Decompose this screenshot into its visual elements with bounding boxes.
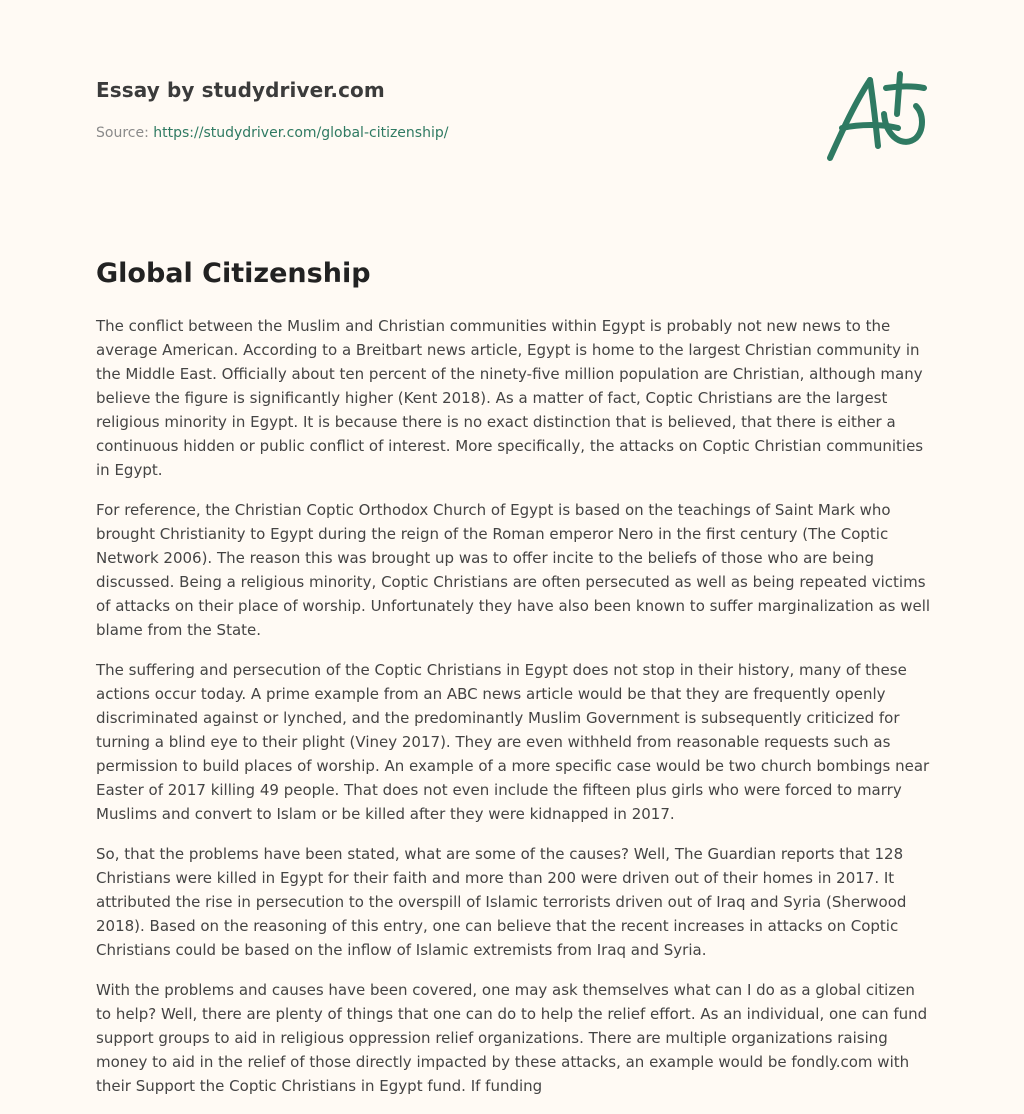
source-link[interactable]: https://studydriver.com/global-citizenship/ [153, 125, 449, 141]
essay-paragraph: The suffering and persecution of the Coptic Christians in Egypt does not stop in their history, many of these actions occur today. A prime example from an ABC news article would be that they are frequently openly discriminated against or lynched, and the predominantly Muslim Government is subsequently criticized for turning a blind eye to their plight (Viney 2017). They are even withheld from reasonable requests such as permission to build places of worship. An example of a more specific case would be two church bombings near Easter of 2017 killing 49 people. That does not even include the fifteen plus girls who were forced to marry Muslims and convert to Islam or be killed after they were kidnapped in 2017. [96, 661, 930, 823]
essay-title: Global Citizenship [96, 258, 371, 289]
document-header [96, 72, 776, 144]
site-brand: Essay by studydriver.com [96, 78, 385, 102]
a-plus-logo-icon [820, 66, 932, 166]
source-line [96, 122, 776, 144]
source-label: Source: [96, 125, 149, 141]
essay-paragraph: With the problems and causes have been covered, one may ask themselves what can I do as a global citizen to help? Well, there are plenty of things that one can do to help the relief effort. As an individual, one can fund support groups to aid in religious oppression relief organizations. There are multiple organizations raising money to aid in the relief of those directly impacted by these attacks, an example would be fondly.com with their Support the Coptic Christians in Egypt fund. If funding [96, 981, 928, 1095]
essay-paragraph: So, that the problems have been stated, what are some of the causes? Well, The Guardian reports that 128 Christians were killed in Egypt for their faith and more than 200 were driven out of their homes in 2017. It attributed the rise in persecution to the overspill of Islamic terrorists driven out of Iraq and Syria (Sherwood 2018). Based on the reasoning of this entry, one can believe that the recent increases in attacks on Coptic Christians could be based on the inflow of Islamic extremists from Iraq and Syria. [96, 845, 907, 959]
essay-paragraph: The conflict between the Muslim and Christian communities within Egypt is probably not new news to the average American. According to a Breitbart news article, Egypt is home to the largest Christian community in the Middle East. Officially about ten percent of the ninety-five million population are Christian, although many believe the figure is significantly higher (Kent 2018). As a matter of fact, Coptic Christians are the largest religious minority in Egypt. It is because there is no exact distinction that is believed, that there is either a continuous hidden or public conflict of interest. More specifically, the attacks on Coptic Christian communities in Egypt. [96, 317, 924, 479]
essay-paragraph: For reference, the Christian Coptic Orthodox Church of Egypt is based on the teachings of Saint Mark who brought Christianity to Egypt during the reign of the Roman emperor Nero in the first century (The Coptic Network 2006). The reason this was brought up was to offer incite to the beliefs of those who are being discussed. Being a religious minority, Coptic Christians are often persecuted as well as being repeated victims of attacks on their place of worship. Unfortunately they have also been known to suffer marginalization as well blame from the State. [96, 501, 931, 639]
essay-body [96, 314, 932, 1114]
